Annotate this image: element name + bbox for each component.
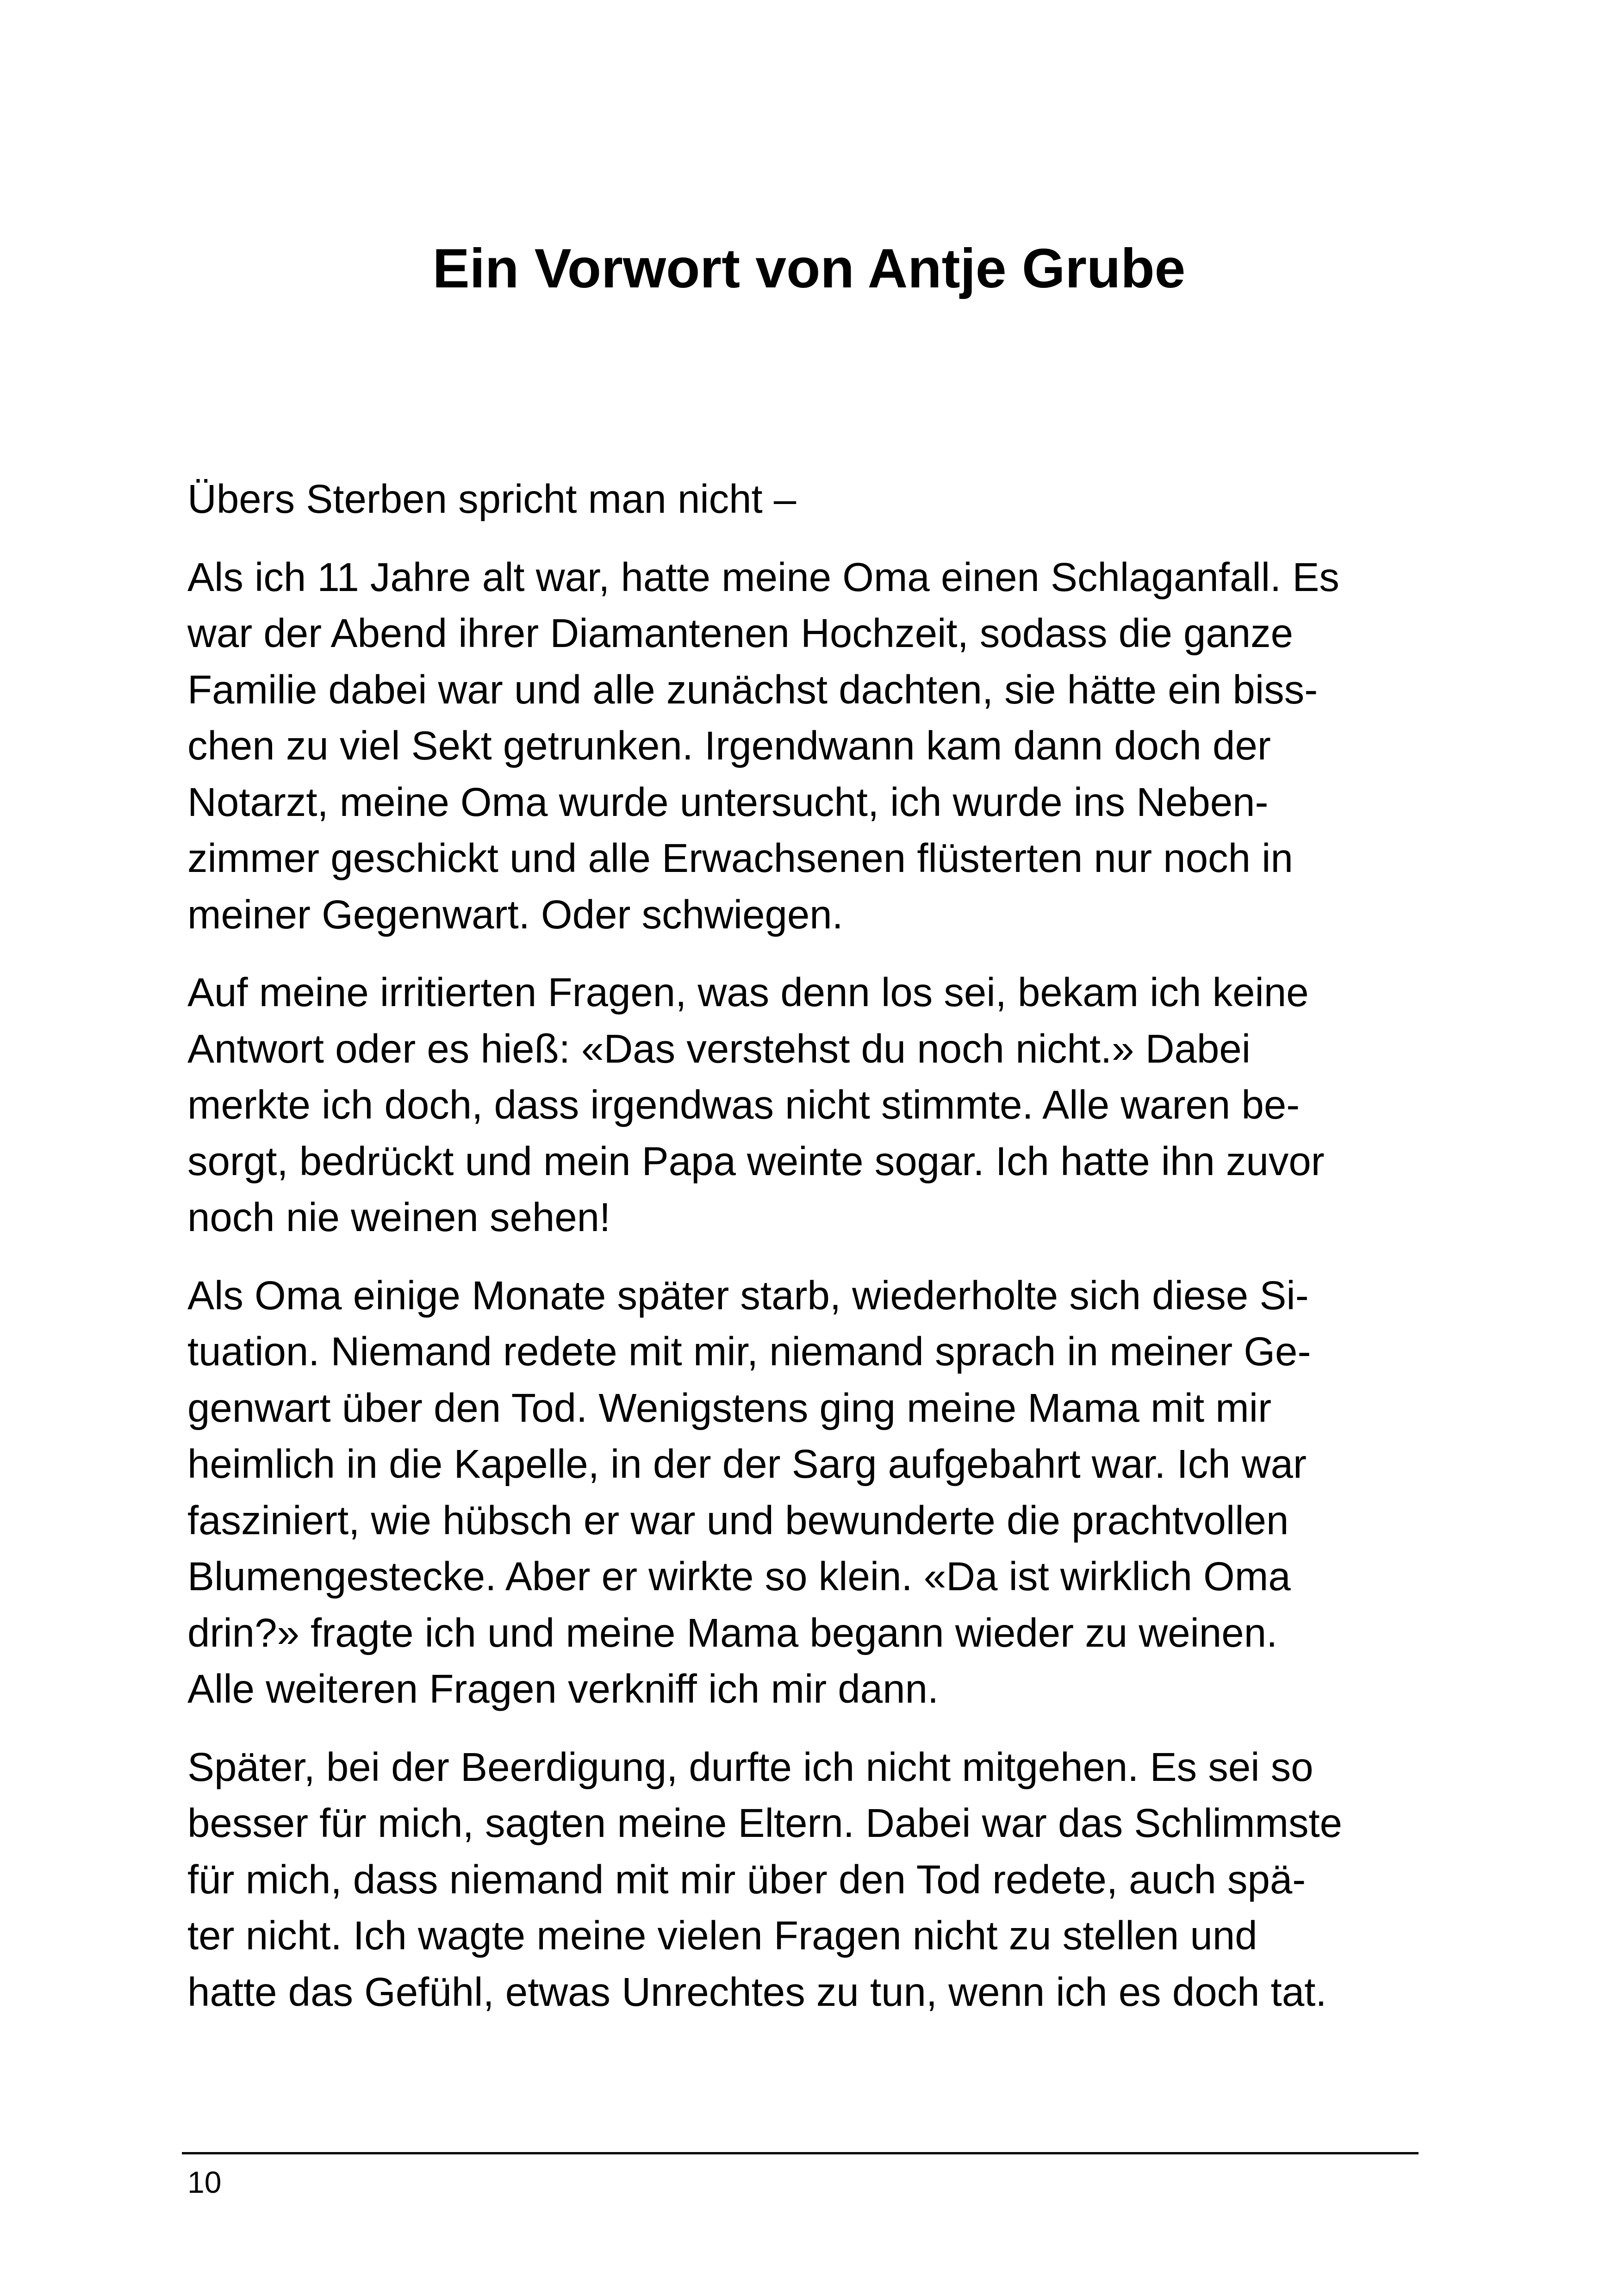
paragraph [187, 1739, 1409, 2021]
text-line: Notarzt, meine Oma wurde untersucht, ich wurde ins Neben- [187, 779, 1269, 825]
paragraph [187, 964, 1409, 1246]
chapter-title: Ein Vorwort von Antje Grube [432, 237, 1186, 299]
text-line: Als ich 11 Jahre alt war, hatte meine Oma einen Schlaganfall. Es [187, 554, 1339, 600]
footer-rule [182, 2152, 1419, 2154]
text-line: meiner Gegenwart. Oder schwiegen. [187, 892, 843, 937]
page-number: 10 [187, 2165, 222, 2199]
text-line: Antwort oder es hieß: «Das verstehst du noch nicht.» Dabei [187, 1026, 1251, 1071]
text-line: fasziniert, wie hübsch er war und bewunderte die prachtvollen [187, 1498, 1289, 1543]
text-line: zimmer geschickt und alle Erwachsenen flüsterten nur noch in [187, 836, 1293, 881]
text-line: chen zu viel Sekt getrunken. Irgendwann kam dann doch der [187, 723, 1271, 768]
text-line: war der Abend ihrer Diamantenen Hochzeit, sodass die ganze [187, 611, 1294, 656]
text-line: sorgt, bedrückt und mein Papa weinte sogar. Ich hatte ihn zuvor [187, 1139, 1325, 1184]
text-line: Auf meine irritierten Fragen, was denn los sei, bekam ich keine [187, 970, 1309, 1015]
text-line: heimlich in die Kapelle, in der der Sarg aufgebahrt war. Ich war [187, 1442, 1307, 1487]
paragraph [187, 471, 1409, 528]
text-line: merkte ich doch, dass irgendwas nicht stimmte. Alle waren be- [187, 1083, 1300, 1127]
text-line: noch nie weinen sehen! [187, 1195, 611, 1240]
text-line: Später, bei der Beerdigung, durfte ich nicht mitgehen. Es sei so [187, 1744, 1313, 1790]
text-line: Übers Sterben spricht man nicht – [187, 477, 797, 522]
text-line: genwart über den Tod. Wenigstens ging meine Mama mit mir [187, 1385, 1272, 1431]
text-line: Als Oma einige Monate später starb, wiederholte sich diese Si- [187, 1273, 1309, 1318]
text-line: besser für mich, sagten meine Eltern. Dabei war das Schlimmste [187, 1801, 1343, 1846]
body-text [187, 471, 1409, 2042]
text-line: drin?» fragte ich und meine Mama begann wieder zu weinen. [187, 1610, 1278, 1655]
paragraph [187, 1268, 1409, 1717]
text-line: ter nicht. Ich wagte meine vielen Fragen nicht zu stellen und [187, 1913, 1257, 1958]
text-line: hatte das Gefühl, etwas Unrechtes zu tun, wenn ich es doch tat. [187, 1969, 1327, 2015]
text-line: Familie dabei war und alle zunächst dachten, sie hätte ein biss- [187, 667, 1318, 712]
text-line: Blumengestecke. Aber er wirkte so klein. «Da ist wirklich Oma [187, 1554, 1291, 1599]
text-line: tuation. Niemand redete mit mir, niemand sprach in meiner Ge- [187, 1329, 1311, 1374]
text-line: für mich, dass niemand mit mir über den Tod redete, auch spä- [187, 1857, 1306, 1902]
text-line: Alle weiteren Fragen verkniff ich mir dann. [187, 1667, 939, 1711]
paragraph [187, 549, 1409, 943]
